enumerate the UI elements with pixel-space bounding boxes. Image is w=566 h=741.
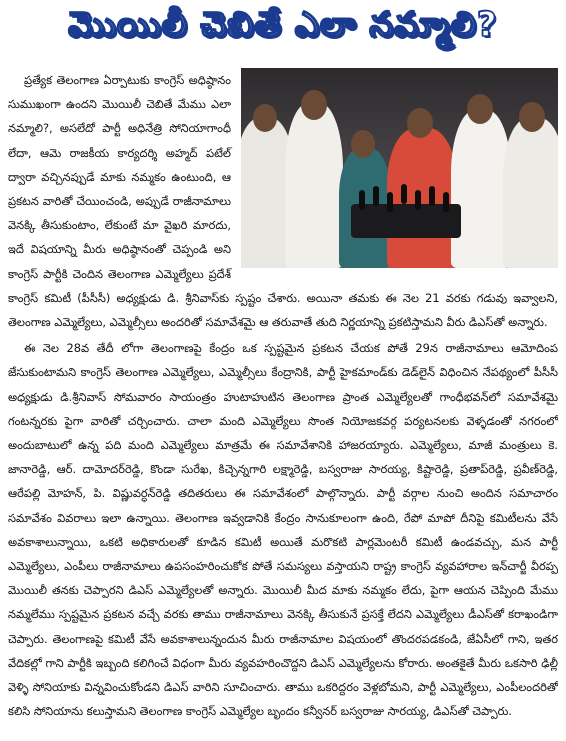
headline: మొయిలీ చెబితే ఎలా నమ్మాలి?: [68, 5, 498, 45]
person-head: [407, 108, 433, 138]
press-meet-photo: [241, 68, 558, 268]
microphone-icon: [401, 184, 407, 204]
person-figure: [451, 110, 511, 268]
microphone-table: [351, 204, 461, 238]
article-body: [8, 68, 558, 736]
microphone-icon: [443, 192, 449, 212]
microphone-icon: [359, 190, 365, 210]
article-paragraph: ప్రత్యేక తెలంగాణ ఏర్పాటుకు కాంగ్రెస్ అధిష్ఠానం సుముఖంగా ఉందని మొయిలీ చెబితే మేము ఎలా నమ్మాలి?, అసలేదో పార్టీ అధినేత్రి సోనియాగాంధీ లేదా, ఆమె రాజకీయ కార్యదర్శి అహ్మద్ పటేల్ ద్వారా వచ్చినప్పుడే మాకు నమ్మకం ఉంటుంది, ఆ ప్రకటన వారితో చేయించండి, అప్పుడే రాజీనామాలు వెనక్కి తీసుకుంటాం, లేకుంటే మా వైఖరి మారదు, ఇదే విషయాన్ని మీరు అధిష్ఠానంతో చెప్పండి అని కాంగ్రెస్ పార్టీకి చెందిన తెలంగాణ ఎమ్మెల్యేలు ప్రదేశ్ కాంగ్రెస్ కమిటీ (పీసీసీ) అధ్యక్షుడు డి. శ్రీనివాస్‌కు స్పష్టం చేశారు. అయినా తమకు ఈ నెల 21 వరకు గడువు ఇవ్వాలని, తెలంగాణ ఎమ్మెల్యేలు, ఎమ్మెల్సీలు అందరితో సమావేశమై ఆ తరువాతే తుది నిర్ణయాన్ని ప్రకటిస్తామని వీరు డిఎస్‌తో అన్నారు.: [8, 73, 558, 330]
microphone-icon: [415, 190, 421, 210]
microphone-icon: [429, 186, 435, 206]
person-head: [467, 94, 493, 124]
person-figure: [503, 118, 558, 268]
person-head: [519, 102, 545, 132]
microphone-icon: [387, 192, 393, 212]
microphone-icon: [373, 186, 379, 206]
article-paragraph: ఈ నెల 28వ తేదీ లోగా తెలంగాణపై కేంద్రం ఒక స్పష్టమైన ప్రకటన చేయక పోతే 29న రాజీనామాలు ఆమోదింప జేసుకుంటామని కాంగ్రెస్ తెలంగాణ ఎమ్మెల్యేలు, ఎమ్మెల్సీలు కేంద్రానికి, పార్టీ హైకమాండ్‌కు డెడ్‌లైన్ విధించిన నేపథ్యంలో పీసీసీ అధ్యక్షుడు డి.శ్రీనివాస్ సోమవారం సాయంత్రం హుటాహుటిన తెలంగాణ ప్రాంత ఎమ్మెల్యేలతో గాంధీభవన్‌లో సమావేశమై గంటన్నరకు పైగా వారితో చర్చించారు. చాలా మంది ఎమ్మెల్యేలు సొంత నియోజకవర్గ పర్యటనలకు వెళ్ళడంతో నగరంలో అందుబాటులో ఉన్న పది మంది ఎమ్మెల్యేలు మాత్రమే ఈ సమావేశానికి హాజరయ్యారు. ఎమ్మెల్యేలు, మాజీ మంత్రులు కె. జానారెడ్డి, ఆర్. దామోదర్‌రెడ్డి, కొండా సురేఖ, కిచ్చెన్నగారి లక్ష్మారెడ్డి, బస్వరాజు సారయ్య, కిష్టారెడ్డి, ప్రతాప్‌రెడ్డి, ప్రవీణ్‌రెడ్డి, ఆరేపల్లి మోహన్, పి. విష్ణువర్ధన్‌రెడ్డి తదితరులు ఈ సమావేశంలో పాల్గొన్నారు. పార్టీ వర్గాల నుంచి అందిన సమాచారం సమావేశం వివరాలు ఇలా ఉన్నాయి. తెలంగాణ ఇవ్వడానికి కేంద్రం సానుకూలంగా ఉంది, రేపో మాపో దీనిపై కమిటీలను వేసే అవకాశాలున్నాయి, ఒకటి అధికారులతో కూడిన కమిటీ అయితే మరొకటి పార్లమెంటరీ కమిటీ ఉండవచ్చు, మన పార్టీ ఎమ్మెల్యేలు, ఎంపీలు రాజీనామాలు ఉపసంహరించుకోక పోతే సమస్యలు వస్తాయని రాష్ట్ర కాంగ్రెస్ వ్యవహారాల ఇన్‌చార్జీ వీరప్ప మొయిలీ తనకు చెప్పారని డిఎస్ ఎమ్మెల్యేలతో అన్నారు. మొయిలీ మీద మాకు నమ్మకం లేదు, పైగా ఆయన చెప్పింది మేము నమ్మలేము స్పష్టమైన ప్రకటన వచ్చే వరకు తాము రాజీనామాలు వెనక్కి తీసుకునే ప్రసక్తే లేదని ఎమ్మెల్యేలు డీఎస్‌తో కరాఖండిగా చెప్పారు. తెలంగాణపై కమిటీ వేసే అవకాశాలున్నందున మీరు రాజీనామాల విషయంలో తొందరపడకండి, జేఏసీలో గాని, ఇతర వేదికల్లో గాని పార్టీకి ఇబ్బంది కలిగించే విధంగా మీరు వ్యవహరించొద్దని డిఎస్ ఎమ్మెల్యేలను కోరారు. అంతకైతే మీరు ఒకసారి ఢిల్లీ వెళ్ళి సోనియాకు విన్నవించుకోండని డిఎస్ వారిని సూచించారు. తాము ఒకరిద్దరం వెళ్లబోమని, పార్టీ ఎమ్మెల్యేలు, ఎంపీలందరితో కలిసి సోనియాను కలుస్తామని తెలంగాణ కాంగ్రెస్ ఎమ్మెల్యేల బృందం కన్వీనర్ బస్వరాజు సారయ్య, డిఎస్‌తో చెప్పారు.: [8, 341, 558, 719]
person-head: [301, 90, 327, 120]
person-figure: [285, 103, 343, 268]
person-head: [351, 130, 375, 158]
headline-band: [0, 0, 566, 58]
person-head: [253, 104, 277, 132]
